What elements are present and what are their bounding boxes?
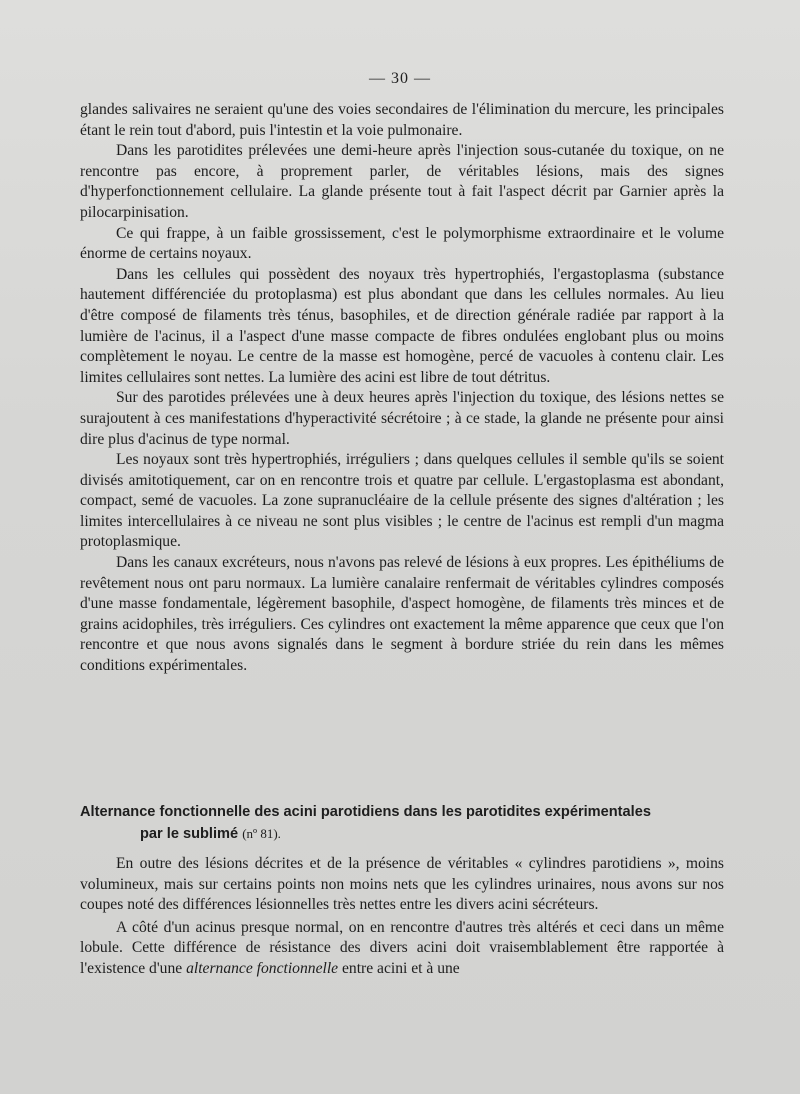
paragraph: Les noyaux sont très hypertrophiés, irréguliers ; dans quelques cellules il semble qu'ils se soient divisés amitotiquement, car on en rencontre trois et quatre par cellule. L'ergastoplasma est abondant, compact, semé de vacuoles. La zone supranucléaire de la cellule présente des signes d'altération ; les limites intercellulaires à ce niveau ne sont plus visibles ; le centre de l'acinus est rempli d'un magma protoplasmique. [80, 451, 724, 551]
paragraph: Dans les cellules qui possèdent des noyaux très hypertrophiés, l'ergastoplasma (substance hautement différenciée du protoplasma) est plus abondant que dans les cellules normales. Au lieu d'être composé de filaments très ténus, basophiles, et de direction générale radiée par rapport à la lumière de l'acinus, il a l'aspect d'une masse compacte de fibres ondulées englobant plus ou moins complètement le noyau. Le centre de la masse est homogène, percé de vacuoles à contenu clair. Les limites cellulaires sont nettes. La lumière des acini est libre de tout détritus. [80, 265, 724, 386]
paragraph: Ce qui frappe, à un faible grossissement, c'est le polymorphisme extraordinaire et le volume énorme de certains noyaux. [80, 224, 724, 263]
section-paragraph-text: A côté d'un acinus presque normal, on en rencontre d'autres très altérés et ceci dans un même lobule. Cette différence de résistance des divers acini doit vraisemblablement être rapportée à l'existence d'une [80, 918, 724, 977]
body-text [80, 100, 724, 677]
emphasized-term: alternance fonctionnelle [186, 959, 339, 977]
section-paragraph [80, 918, 724, 980]
paragraph: Dans les parotidites prélevées une demi-heure après l'injection sous-cutanée du toxique, on ne rencontre pas encore, à proprement parler, de véritables lésions, mais des signes d'hyperfonctionnement cellulaire. La glande présente tout à fait l'aspect décrit par Garnier après la pilocarpinisation. [80, 142, 724, 221]
section-heading-line1: Alternance fonctionnelle des acini parotidiens dans les parotidites expérimentales [80, 804, 651, 820]
section-paragraph: En outre des lésions décrites et de la présence de véritables « cylindres parotidiens », moins volumineux, mais sur certains points non moins nets que les cylindres urinaires, nous avons sur nos coupes noté des différences lésionnelles très nettes entre les divers acini sécréteurs. [80, 855, 724, 914]
section-heading-reference: (nº 81). [242, 826, 281, 841]
section-heading [80, 802, 730, 845]
paragraph: Dans les canaux excréteurs, nous n'avons pas relevé de lésions à eux propres. Les épithéliums de revêtement nous ont paru normaux. La lumière canalaire renfermait de véritables cylindres composés d'une masse fondamentale, légèrement basophile, d'aspect homogène, de filaments très minces et de grains acidophiles, très irréguliers. Ces cylindres ont exactement la même apparence que ceux que l'on rencontre et que nous avons signalés dans le segment à bordure striée du rein dans les mêmes conditions expérimentales. [80, 554, 724, 675]
paragraph-continued: glandes salivaires ne seraient qu'une des voies secondaires de l'élimination du mercure, les principales étant le rein tout d'abord, puis l'intestin et la voie pulmonaire. [80, 101, 724, 139]
section-heading-line2 [80, 823, 730, 845]
page-number: — 30 — [369, 70, 431, 87]
section-heading-line2-text: par le sublimé [140, 826, 239, 842]
paragraph: Sur des parotides prélevées une à deux heures après l'injection du toxique, des lésions nettes se surajoutent à ces manifestations d'hyperactivité sécrétoire ; à ce stade, la glande ne présente pour ainsi dire plus d'acinus de type normal. [80, 389, 724, 448]
section-paragraph-text: entre acini et à une [338, 959, 460, 977]
section-text [80, 854, 724, 980]
